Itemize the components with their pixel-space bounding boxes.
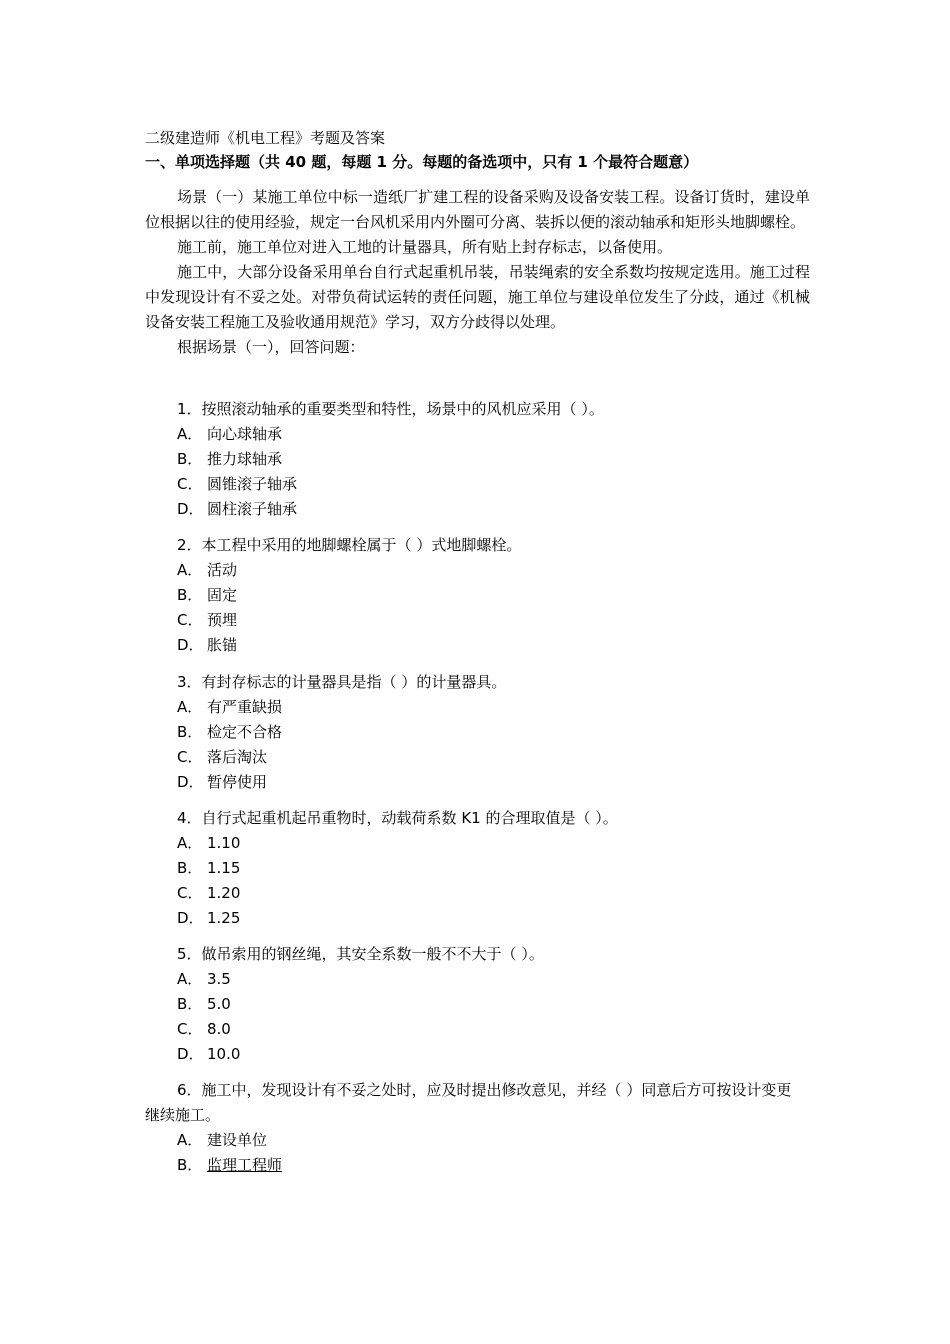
question-stem: 4．自行式起重机起吊重物时，动载荷系数 K1 的合理取值是（ ）。 [177, 809, 618, 827]
option-d [177, 633, 797, 658]
option-letter: A． [177, 834, 203, 852]
option-text: 5.0 [207, 995, 231, 1013]
option-b [177, 856, 797, 881]
option-d [177, 1042, 797, 1067]
option-text: 3.5 [207, 970, 231, 988]
option-b [145, 1153, 805, 1178]
option-a [145, 1128, 805, 1153]
option-letter: B． [177, 995, 203, 1013]
option-letter: D． [177, 500, 204, 518]
option-text: 监理工程师 [207, 1156, 283, 1174]
question-stem: 1．按照滚动轴承的重要类型和特性，场景中的风机应采用（ ）。 [177, 400, 604, 418]
option-letter: B． [177, 859, 203, 877]
option-a [177, 967, 797, 992]
question-stem: 5．做吊索用的钢丝绳，其安全系数一般不不大于（ ）。 [177, 945, 544, 963]
option-text: 活动 [207, 561, 238, 579]
question-stem: 3．有封存标志的计量器具是指（ ）的计量器具。 [177, 673, 507, 691]
option-a [177, 831, 797, 856]
option-text: 圆柱滚子轴承 [207, 500, 298, 518]
option-c [177, 881, 797, 906]
option-letter: B． [177, 723, 203, 741]
option-text: 暂停使用 [207, 773, 268, 791]
question-4 [177, 806, 797, 931]
question-stem: 2．本工程中采用的地脚螺栓属于（ ）式地脚螺栓。 [177, 536, 522, 554]
scenario-paragraph: 场景（一）某施工单位中标一造纸厂扩建工程的设备采购及设备安装工程。设备订货时，建设单位根据以往的使用经验，规定一台风机采用内外圈可分离、装拆以便的滚动轴承和矩形头地脚螺栓。 [145, 188, 810, 231]
option-text: 检定不合格 [207, 723, 283, 741]
option-c [177, 745, 797, 770]
option-text: 1.25 [207, 909, 241, 927]
option-d [177, 770, 797, 795]
option-text: 预埋 [207, 611, 238, 629]
option-letter: A． [177, 561, 203, 579]
option-letter: B． [177, 450, 203, 468]
option-b [177, 720, 797, 745]
option-letter: D． [177, 636, 204, 654]
question-6 [145, 1078, 805, 1178]
question-3 [177, 670, 797, 795]
option-letter: C． [177, 884, 203, 902]
option-text: 1.20 [207, 884, 241, 902]
option-b [177, 447, 797, 472]
scenario-text [145, 185, 810, 360]
option-text: 10.0 [207, 1045, 241, 1063]
question-1 [177, 397, 797, 522]
question-stem: 6．施工中，发现设计有不妥之处时，应及时提出修改意见，并经（ ）同意后方可按设计变更继续施工。 [145, 1081, 792, 1124]
option-a [177, 695, 797, 720]
option-a [177, 558, 797, 583]
option-text: 胀锚 [207, 636, 238, 654]
option-letter: D． [177, 1045, 204, 1063]
option-d [177, 497, 797, 522]
option-text: 1.10 [207, 834, 241, 852]
option-letter: D． [177, 773, 204, 791]
option-letter: B． [177, 586, 203, 604]
option-letter: B． [177, 1156, 203, 1174]
option-text: 有严重缺损 [207, 698, 283, 716]
option-d [177, 906, 797, 931]
option-text: 固定 [207, 586, 238, 604]
option-text: 1.15 [207, 859, 241, 877]
option-a [177, 422, 797, 447]
option-letter: D． [177, 909, 204, 927]
option-letter: A． [177, 698, 203, 716]
option-text: 推力球轴承 [207, 450, 283, 468]
question-5 [177, 942, 797, 1067]
option-letter: A． [177, 425, 203, 443]
option-letter: C． [177, 611, 203, 629]
option-c [177, 1017, 797, 1042]
option-letter: C． [177, 475, 203, 493]
option-text: 落后淘汰 [207, 748, 268, 766]
option-letter: C． [177, 748, 203, 766]
scenario-paragraph: 施工前，施工单位对进入工地的计量器具，所有贴上封存标志，以备使用。 [177, 238, 673, 256]
option-letter: C． [177, 1020, 203, 1038]
option-c [177, 472, 797, 497]
question-2 [177, 533, 797, 658]
option-letter: A． [177, 970, 203, 988]
option-b [177, 583, 797, 608]
scenario-paragraph: 施工中，大部分设备采用单台自行式起重机吊装，吊装绳索的安全系数均按规定选用。施工过程中发现设计有不妥之处。对带负荷试运转的责任问题，施工单位与建设单位发生了分歧，通过《机械设备安装工程施工及验收通用规范》学习，双方分歧得以处理。 [145, 263, 810, 331]
option-text: 向心球轴承 [207, 425, 283, 443]
option-text: 圆锥滚子轴承 [207, 475, 298, 493]
scenario-paragraph: 根据场景（一），回答问题： [177, 338, 365, 356]
document-title: 二级建造师《机电工程》考题及答案 [145, 129, 386, 147]
option-text: 8.0 [207, 1020, 231, 1038]
option-b [177, 992, 797, 1017]
option-letter: A． [177, 1131, 203, 1149]
option-text: 建设单位 [207, 1131, 268, 1149]
option-c [177, 608, 797, 633]
section-heading: 一、单项选择题（共 40 题，每题 1 分。每题的备选项中，只有 1 个最符合题意） [145, 153, 699, 171]
